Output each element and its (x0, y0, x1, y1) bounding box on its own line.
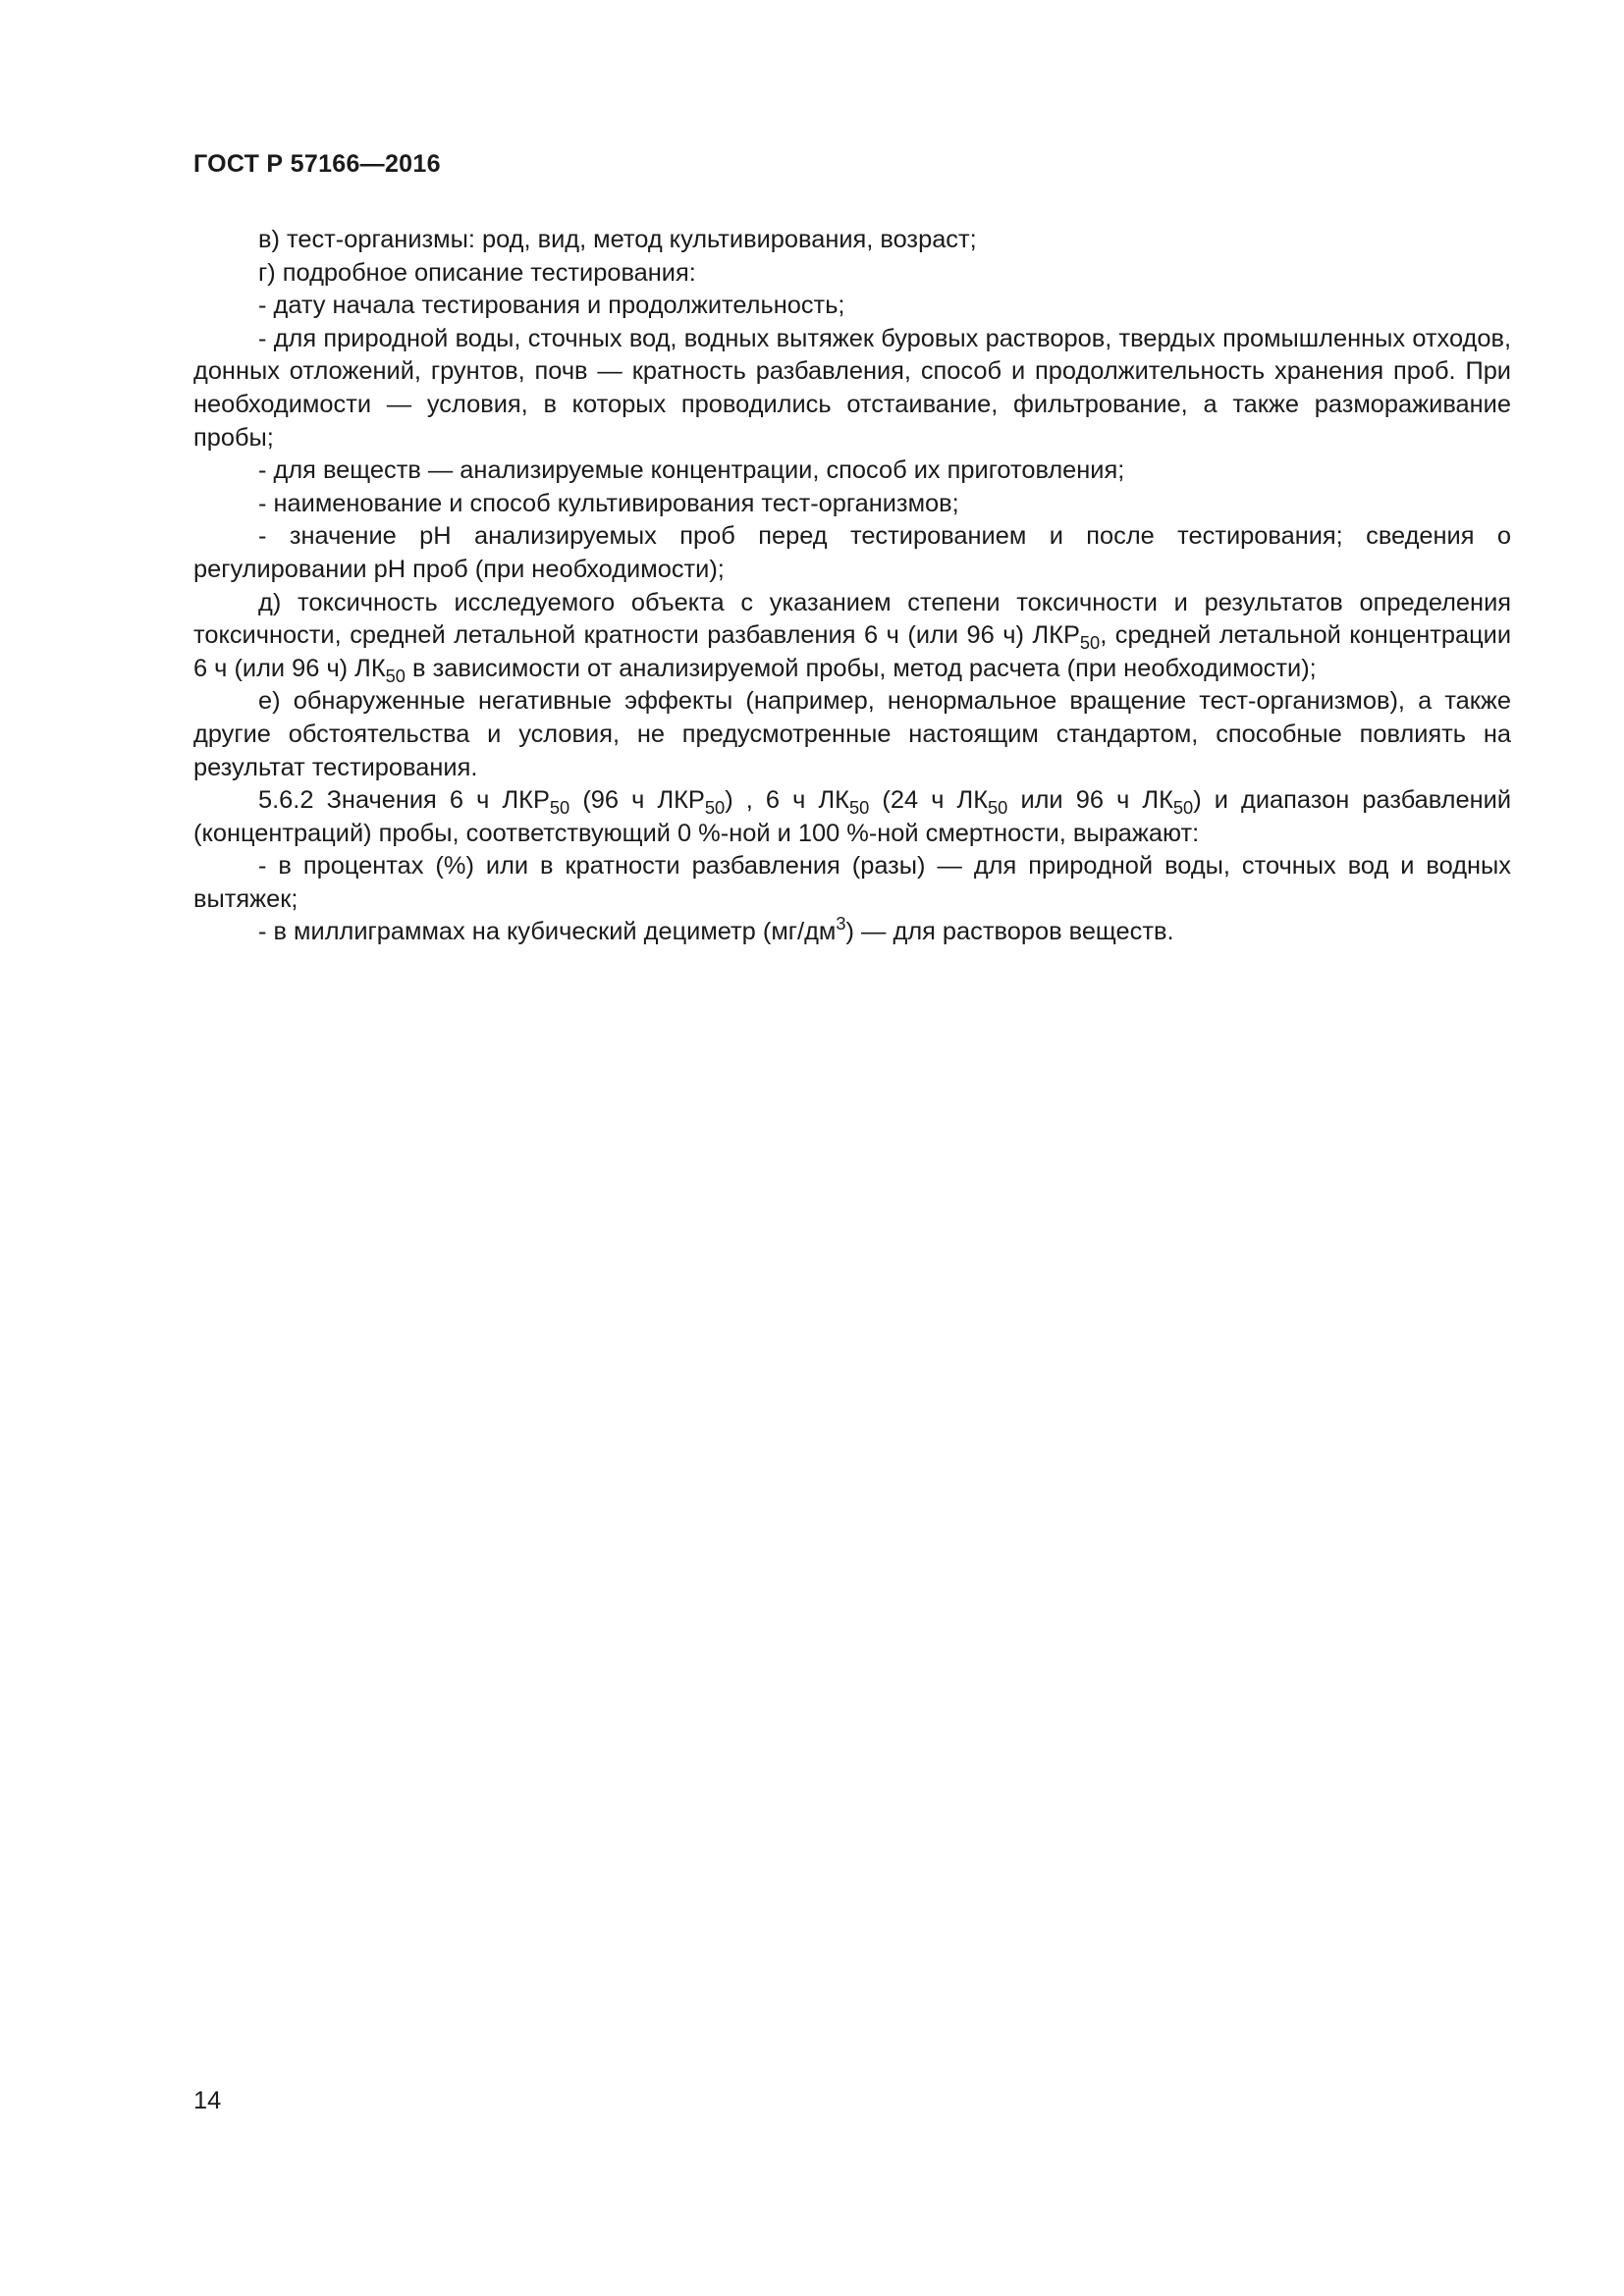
clause-text-6: ) и диапазон разбавлений (концентраций) пробы, соответствующий 0 %-ной и 100 %-ной смертности, выражают: (193, 786, 1511, 847)
dash-mg-text-2: ) — для растворов веществ. (845, 918, 1174, 946)
dash-item-percent: - в процентах (%) или в кратности разбавления (разы) — для природной воды, сточных вод и водных вытяжек; (193, 852, 1511, 913)
item-d-subscript-2: 50 (385, 665, 406, 686)
dash-mg-text-1: - в миллиграммах на кубический дециметр (мг/дм (258, 918, 837, 946)
list-item-g: г) подробное описание тестирования: (258, 258, 696, 287)
page-number: 14 (193, 2087, 222, 2114)
list-item-d (193, 587, 1511, 686)
list-item-v: в) тест-организмы: род, вид, метод культивирования, возраст; (258, 226, 977, 253)
item-d-text-3: в зависимости от анализируемой пробы, метод расчета (при необходимости); (405, 654, 1317, 682)
dash-item-milligrams (193, 913, 1511, 949)
clause-text-1: 5.6.2 Значения 6 ч ЛКР (258, 786, 550, 815)
dash-item-cultivation: - наименование и способ культивирования тест-организмов; (258, 489, 959, 517)
clause-subscript-5: 50 (1172, 796, 1194, 818)
clause-text-5: или 96 ч ЛК (1007, 786, 1173, 815)
clause-text-2: (96 ч ЛКР (569, 786, 705, 815)
clause-subscript-4: 50 (988, 796, 1008, 818)
clause-subscript-2: 50 (704, 796, 726, 818)
clause-subscript-1: 50 (549, 796, 570, 818)
clause-5-6-2 (193, 784, 1511, 850)
document-header: ГОСТ Р 57166—2016 (193, 150, 441, 178)
dash-item-substances: - для веществ — анализируемые концентрации, способ их приготовления; (258, 456, 1125, 485)
clause-text-4: (24 ч ЛК (869, 786, 988, 815)
clause-subscript-3: 50 (848, 796, 870, 818)
dash-item-water-samples: - для природной воды, сточных вод, водных вытяжек буровых растворов, твердых промышленных отходов, донных отложений, грунтов, почв — кратность разбавления, способ и продолжительность хранения проб. При необходимости — условия, в которых проводились отстаивание, фильтрование, а также размораживание пробы; (193, 324, 1511, 452)
item-d-subscript-1: 50 (1079, 631, 1101, 653)
list-item-e: е) обнаруженные негативные эффекты (например, ненормальное вращение тест-организмов), а также другие обстоятельства и условия, не предусмотренные настоящим стандартом, способные повлиять на результат тестирования. (193, 687, 1511, 781)
document-body (193, 224, 1511, 949)
dash-item-start-date: - дату начала тестирования и продолжительность; (258, 292, 845, 320)
dash-mg-superscript: 3 (836, 913, 846, 934)
dash-item-ph: - значение pH анализируемых проб перед тестированием и после тестирования; сведения о регулировании pH проб (при необходимости); (193, 522, 1511, 583)
item-d-text-1: д) токсичность исследуемого объекта с указанием степени токсичности и результатов определения токсичности, средней летальной кратности разбавления 6 ч (или 96 ч) ЛКР (193, 588, 1511, 650)
item-d-text-2: , средней летальной концентрации 6 ч (или 96 ч) ЛК (193, 621, 1511, 682)
clause-text-3: ) , 6 ч ЛК (725, 786, 849, 815)
